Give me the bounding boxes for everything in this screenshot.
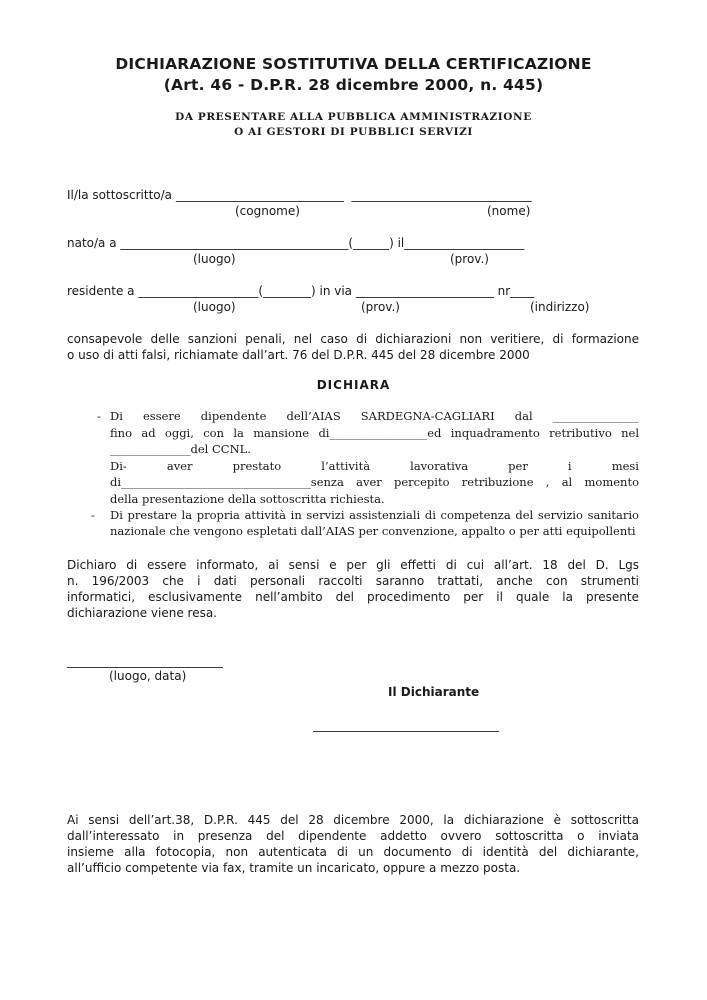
document-title: DICHIARAZIONE SOSTITUTIVA DELLA CERTIFICAZIONE [115, 55, 592, 73]
penalty-awareness-line: consapevole delle sanzioni penali, nel caso di dichiarazioni non veritiere, di formazione [67, 332, 639, 346]
privacy-line: Dichiaro di essere informato, ai sensi e per gli effetti di cui all’art. 18 del D. Lgs [67, 558, 639, 572]
declaration-item-line: Di- aver prestato l’attività lavorativa per i mesi [110, 459, 639, 473]
birthplace-date-field: nato/a a ______________________________________(______) il____________________ [67, 236, 525, 250]
declaration-item-line: ______________del CCNL. [110, 442, 251, 456]
privacy-line: n. 196/2003 che i dati personali raccolti saranno trattati, anche con strumenti [67, 574, 639, 588]
declaration-item-line: di_________________________________senza aver percepito retribuzione , al momento [110, 475, 639, 489]
residence-field: residente a ____________________(________) in via _______________________ nr____ [67, 284, 535, 298]
document-subtitle: DA PRESENTARE ALLA PUBBLICA AMMINISTRAZIONE [175, 111, 532, 123]
name-caption: (nome) [487, 204, 531, 218]
bullet-marker: - [91, 508, 95, 522]
surname-name-field: Il/la sottoscritto/a ____________________________ ______________________________ [67, 188, 532, 202]
declaration-item-services: Di prestare la propria attività in servizi assistenziali di competenza del servizio sanitario [110, 508, 639, 522]
document-title-law-reference: (Art. 46 - D.P.R. 28 dicembre 2000, n. 445) [163, 76, 544, 94]
declarant-label: Il Dichiarante [388, 685, 480, 699]
birth-province-caption: (prov.) [450, 252, 489, 266]
bullet-marker: - [97, 409, 105, 423]
declaration-item-line: fino ad oggi, con la mansione di_________________ed inquadramento retributivo nel [110, 426, 639, 440]
signing-rules-paragraph [67, 812, 639, 876]
signing-rules-line: all’ufficio competente via fax, tramite un incaricato, oppure a mezzo posta. [67, 861, 521, 875]
signing-rules-line: insieme alla fotocopia, non autenticata di un documento di identità del dichiarante, [67, 845, 639, 859]
surname-caption: (cognome) [235, 204, 300, 218]
declares-heading: DICHIARA [316, 378, 391, 392]
penalty-awareness-line: o uso di atti falsi, richiamate dall’art. 76 del D.P.R. 445 del 28 dicembre 2000 [67, 348, 530, 362]
document-subtitle-line2: O AI GESTORI DI PUBBLICI SERVIZI [234, 126, 473, 138]
signing-rules-line: Ai sensi dell’art.38, D.P.R. 445 del 28 dicembre 2000, la dichiarazione è sottoscritta [67, 813, 639, 827]
place-date-caption: (luogo, data) [109, 669, 187, 683]
signing-rules-line: dall’interessato in presenza del dipendente addetto ovvero sottoscritta o inviata [67, 829, 639, 843]
declaration-item-line: della presentazione della sottoscritta richiesta. [110, 492, 385, 506]
residence-province-caption: (prov.) [361, 300, 400, 314]
birthplace-caption: (luogo) [193, 252, 236, 266]
address-caption: (indirizzo) [530, 300, 590, 314]
penalty-awareness-paragraph [67, 331, 639, 363]
place-date-line: __________________________ [67, 654, 223, 668]
signature-line: _______________________________ [313, 718, 499, 732]
declaration-item-line: nazionale che vengono espletati dall’AIAS per convenzione, appalto o per atti equipollenti [110, 524, 636, 538]
declaration-item-employment: Di essere dipendente dell’AIAS SARDEGNA-CAGLIARI dal _______________ [110, 409, 639, 423]
privacy-line: dichiarazione viene resa. [67, 606, 217, 620]
privacy-paragraph [67, 557, 639, 621]
residence-place-caption: (luogo) [193, 300, 236, 314]
privacy-line: informatici, esclusivamente nell’ambito del procedimento per il quale la presente [67, 590, 639, 604]
